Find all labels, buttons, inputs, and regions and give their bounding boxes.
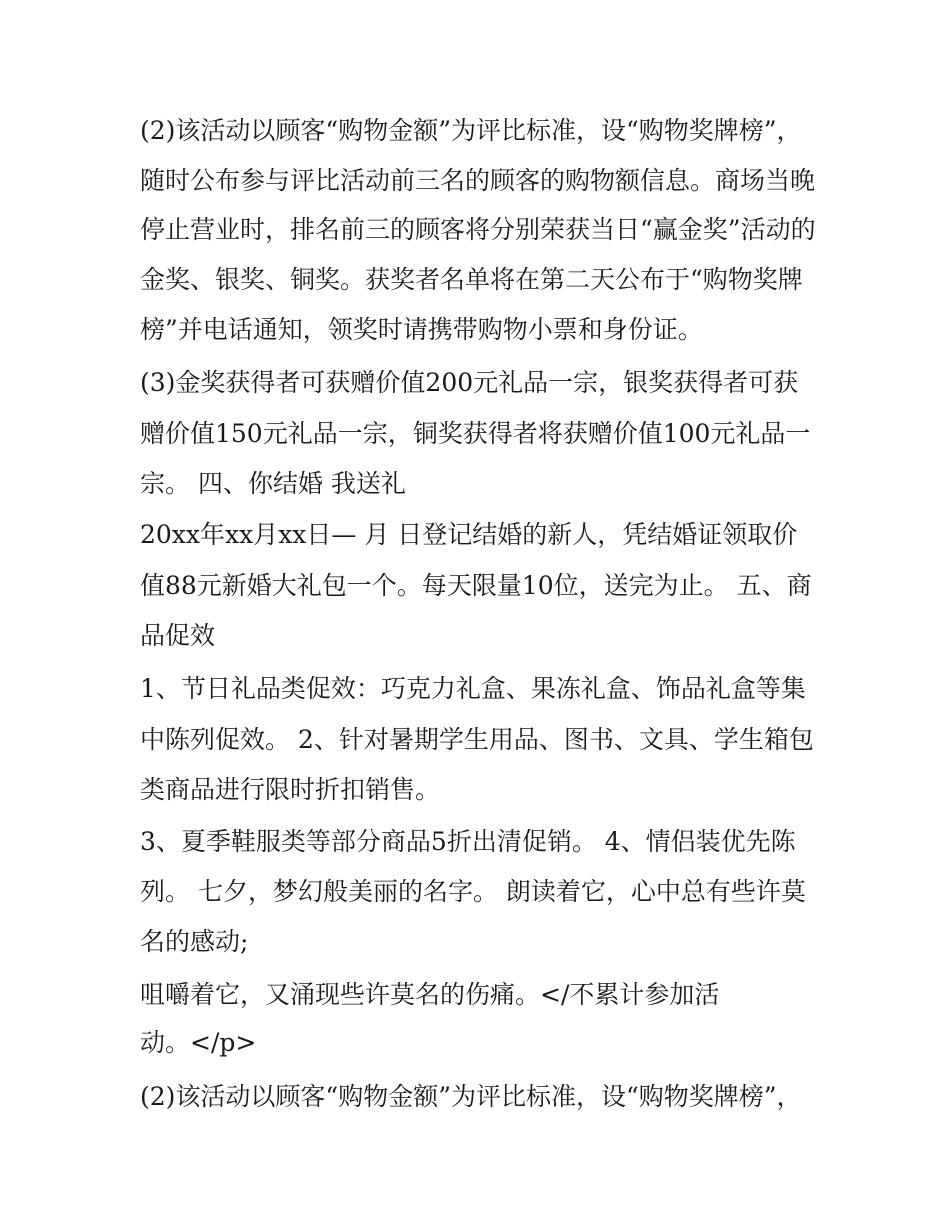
text-line: 金奖、银奖、铜奖。获奖者名单将在第二天公布于“购物奖牌 [140, 265, 803, 294]
text-line: 值88元新婚大礼包一个。每天限量10位，送完为止。 五、商 [140, 571, 812, 600]
text-line: (2)该活动以顾客“购物金额”为评比标准，设“购物奖牌榜”， [140, 116, 802, 145]
text-line: (3)金奖获得者可获赠价值200元礼品一宗，银奖获得者可获 [140, 368, 799, 397]
text-line: 名的感动; [140, 927, 249, 956]
text-line: 1、节日礼品类促效：巧克力礼盒、果冻礼盒、饰品礼盒等集 [140, 674, 806, 703]
text-line: 赠价值150元礼品一宗，铜奖获得者将获赠价值100元礼品一 [140, 419, 811, 448]
text-line: 列。 七夕，梦幻般美丽的名字。 朗读着它，心中总有些许莫 [140, 877, 806, 906]
text-line: 随时公布参与评比活动前三名的顾客的购物额信息。商场当晚 [140, 166, 816, 195]
text-line: 中陈列促效。 2、针对暑期学生用品、图书、文具、学生箱包 [140, 725, 814, 754]
text-line: 咀嚼着它，又涌现些许莫名的伤痛。</不累计参加活 [140, 980, 720, 1009]
text-line: (2)该活动以顾客“购物金额”为评比标准，设“购物奖牌榜”， [140, 1082, 802, 1111]
text-line: 3、夏季鞋服类等部分商品5折出清促销。 4、情侣装优先陈 [140, 827, 796, 856]
text-line: 品促效 [140, 621, 216, 650]
text-line: 榜”并电话通知，领奖时请携带购物小票和身份证。 [140, 315, 703, 344]
text-line: 宗。 四、你结婚 我送礼 [140, 469, 406, 498]
text-line: 停止营业时，排名前三的顾客将分别荣获当日“赢金奖”活动的 [140, 215, 816, 244]
text-line: 动。</p> [140, 1028, 257, 1057]
text-line: 类商品进行限时折扣销售。 [140, 775, 441, 804]
text-line: 20xx年xx月xx日— 月 日登记结婚的新人，凭结婚证领取价 [140, 520, 798, 549]
